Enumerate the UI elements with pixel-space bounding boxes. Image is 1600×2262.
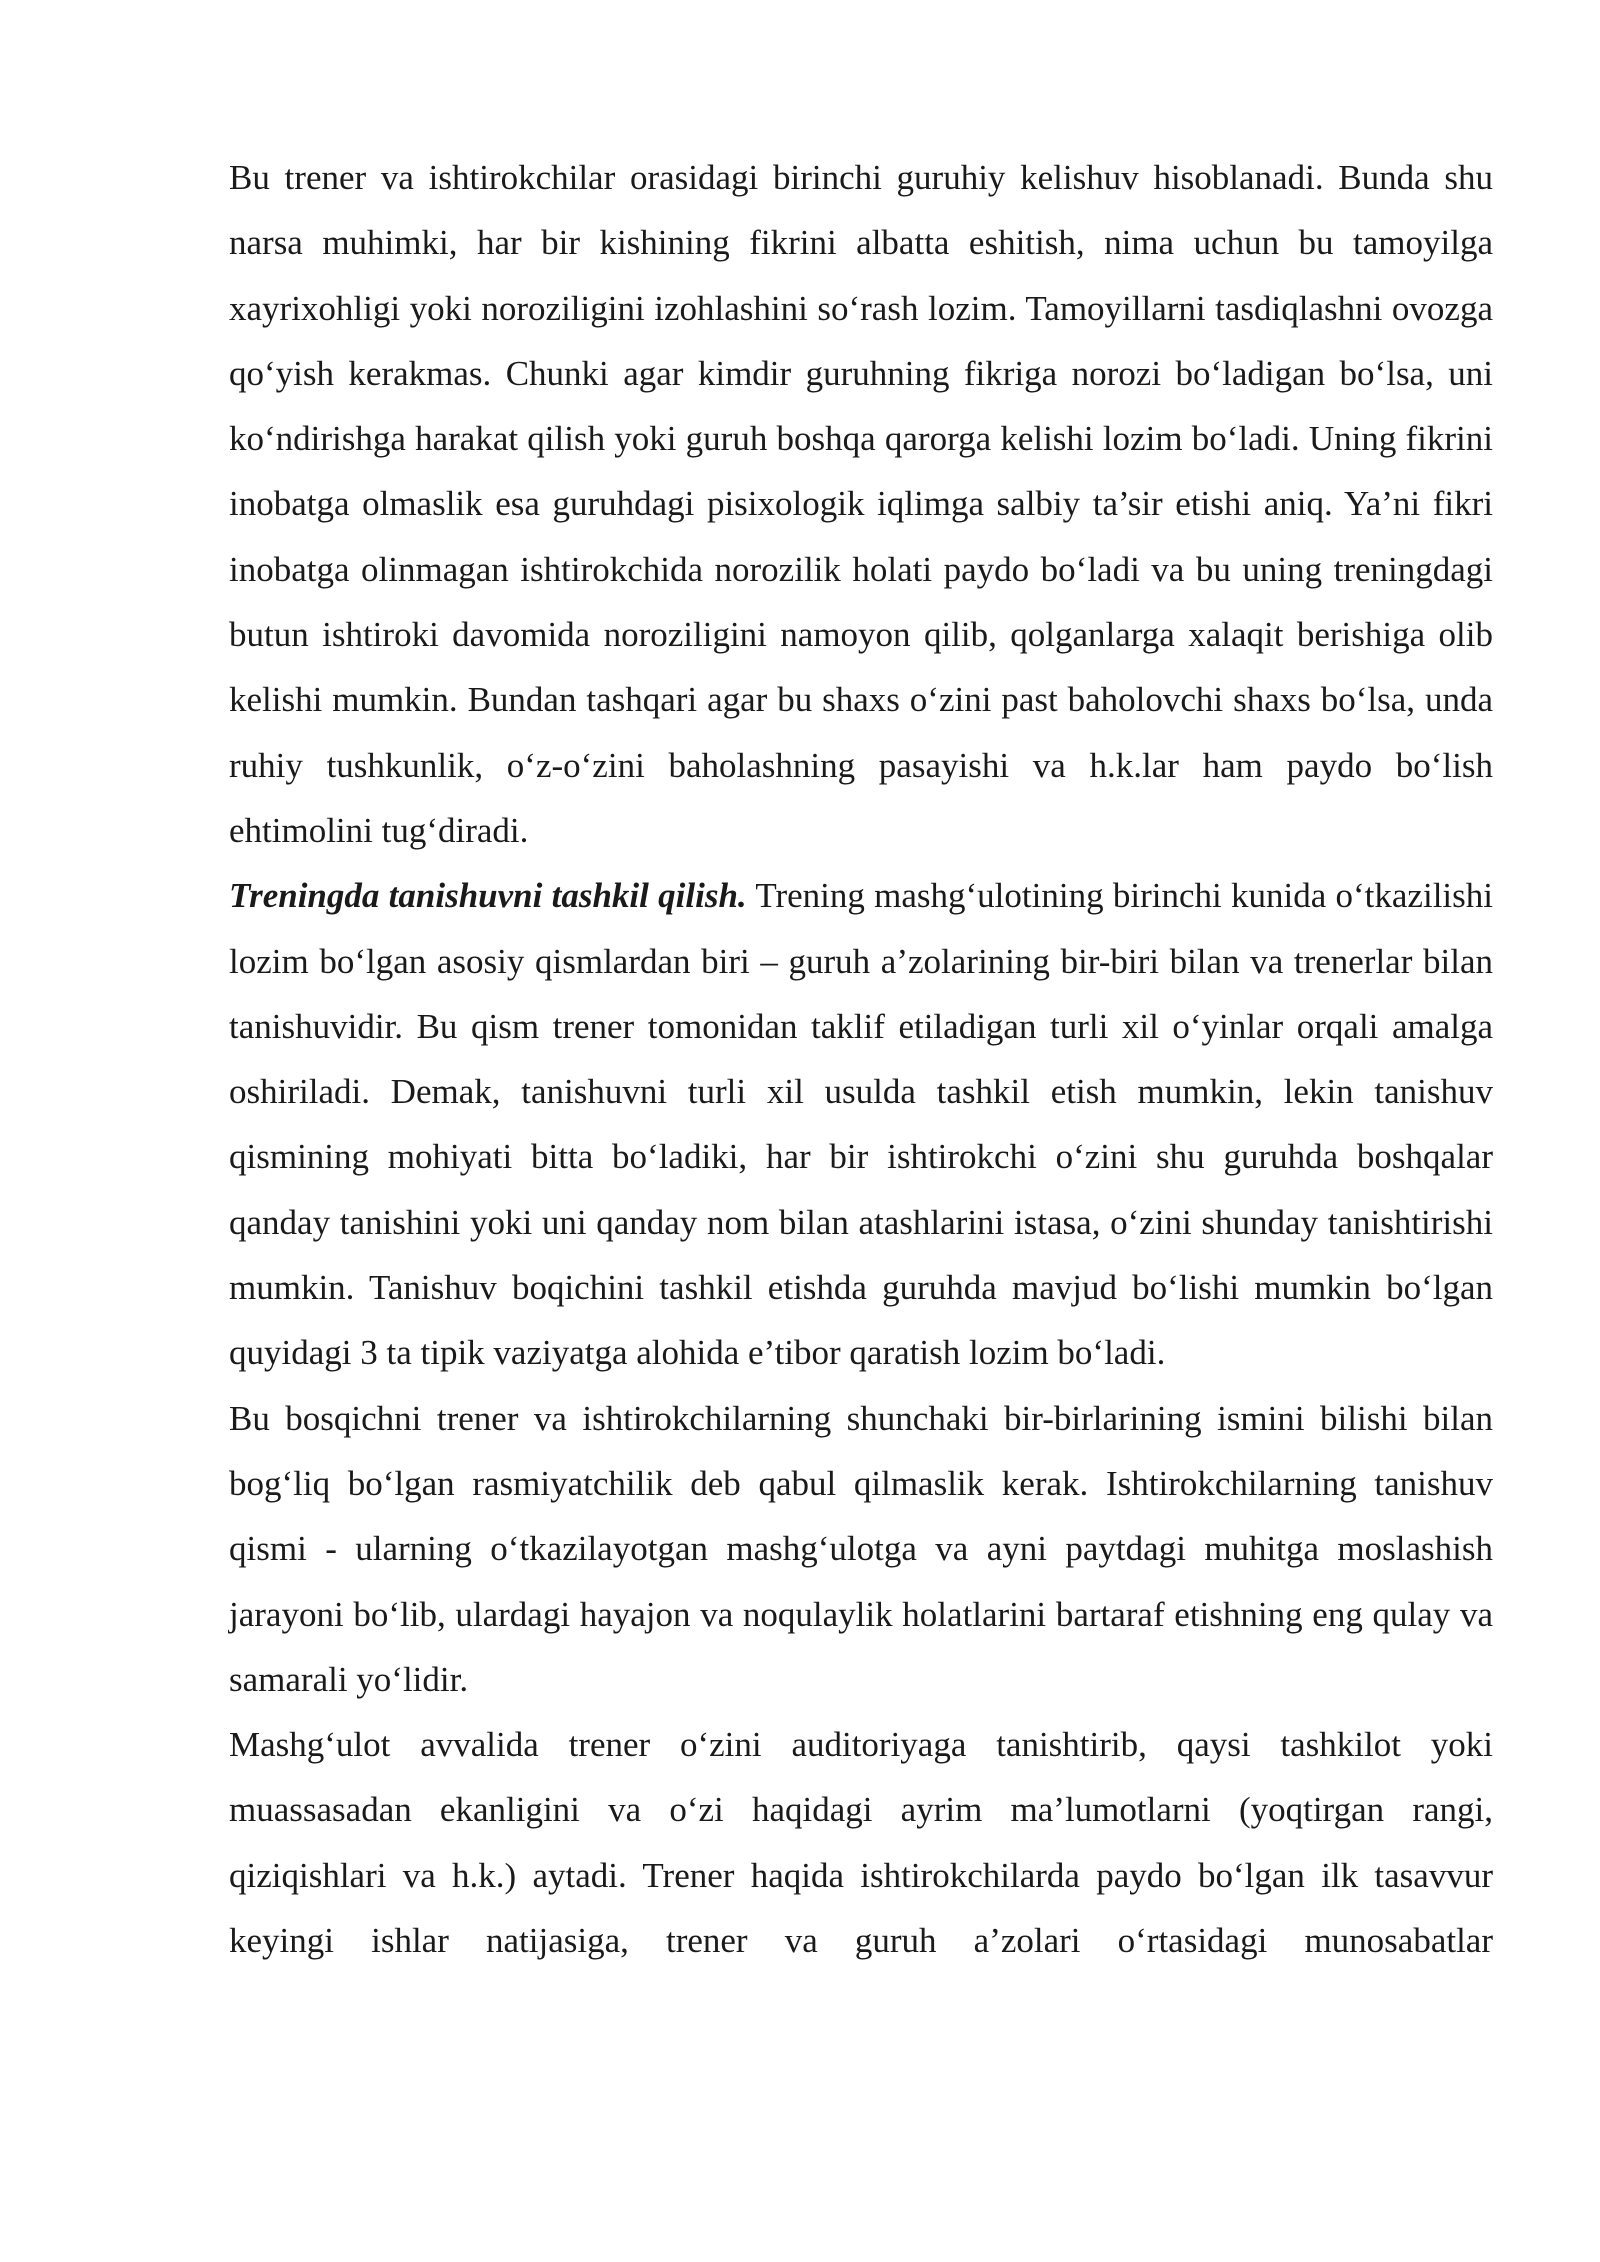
section-heading: Treningda tanishuvni tashkil qilish. — [229, 876, 747, 916]
paragraph-group-agreement — [229, 145, 1493, 863]
document-body — [229, 145, 1493, 1973]
paragraph-text: Bu trener va ishtirokchilar orasidagi birinchi guruhiy kelishuv hisoblanadi. Bunda shu narsa muhimki, har bir kishining fikrini albatta eshitish, nima uchun bu tamoyilga xayrixohligi yoki noroziligini izohlashini so‘rash lozim. Tamoyillarni tasdiqlashni ovozga qo‘yish kerakmas. Chunki agar kimdir guruhning fikriga norozi bo‘ladigan bo‘lsa, uni ko‘ndirishga harakat qilish yoki guruh boshqa qarorga kelishi lozim bo‘ladi. Uning fikrini inobatga olmaslik esa guruhdagi pisixologik iqlimga salbiy ta’sir etishi aniq. Ya’ni fikri inobatga olinmagan ishtirokchida norozilik holati paydo bo‘ladi va bu uning treningdagi butun ishtiroki davomida noroziligini namoyon qilib, qolganlarga xalaqit berishiga olib kelishi mumkin. Bundan tashqari agar bu shaxs o‘zini past baholovchi shaxs bo‘lsa, unda ruhiy tushkunlik, o‘z-o‘zini baholashning pasayishi va h.k.lar ham paydo bo‘lish ehtimolini tug‘diradi. — [229, 158, 1493, 850]
paragraph-trainer-introduction — [229, 1712, 1493, 1973]
paragraph-organizing-introductions — [229, 863, 1493, 1385]
paragraph-text: Trening mashg‘ulotining birinchi kunida o‘tkazilishi lozim bo‘lgan asosiy qismlardan biri – guruh a’zolarining bir-biri bilan va trenerlar bilan tanishuvidir. Bu qism trener tomonidan taklif etiladigan turli xil o‘yinlar orqali amalga oshiriladi. Demak, tanishuvni turli xil usulda tashkil etish mumkin, lekin tanishuv qismining mohiyati bitta bo‘ladiki, har bir ishtirokchi o‘zini shu guruhda boshqalar qanday tanishini yoki uni qanday nom bilan atashlarini istasa, o‘zini shunday tanishtirishi mumkin. Tanishuv boqichini tashkil etishda guruhda mavjud bo‘lishi mumkin bo‘lgan quyidagi 3 ta tipik vaziyatga alohida e’tibor qaratish lozim bo‘ladi. — [229, 876, 1493, 1373]
paragraph-text: Bu bosqichni trener va ishtirokchilarning shunchaki bir-birlarining ismini bilishi bilan bog‘liq bo‘lgan rasmiyatchilik deb qabul qilmaslik kerak. Ishtirokchilarning tanishuv qismi - ularning o‘tkazilayotgan mashg‘ulotga va ayni paytdagi muhitga moslashish jarayoni bo‘lib, ulardagi hayajon va noqulaylik holatlarini bartaraf etishning eng qulay va samarali yo‘lidir. — [229, 1398, 1493, 1699]
paragraph-introduction-stage — [229, 1386, 1493, 1712]
paragraph-text: Mashg‘ulot avvalida trener o‘zini auditoriyaga tanishtirib, qaysi tashkilot yoki muassasadan ekanligini va o‘zi haqidagi ayrim ma’lumotlarni (yoqtirgan rangi, qiziqishlari va h.k.) aytadi. Trener haqida ishtirokchilarda paydo bo‘lgan ilk tasavvur keyingi ishlar natijasiga, trener va guruh a’zolari o‘rtasidagi munosabatlar — [229, 1725, 1493, 1961]
